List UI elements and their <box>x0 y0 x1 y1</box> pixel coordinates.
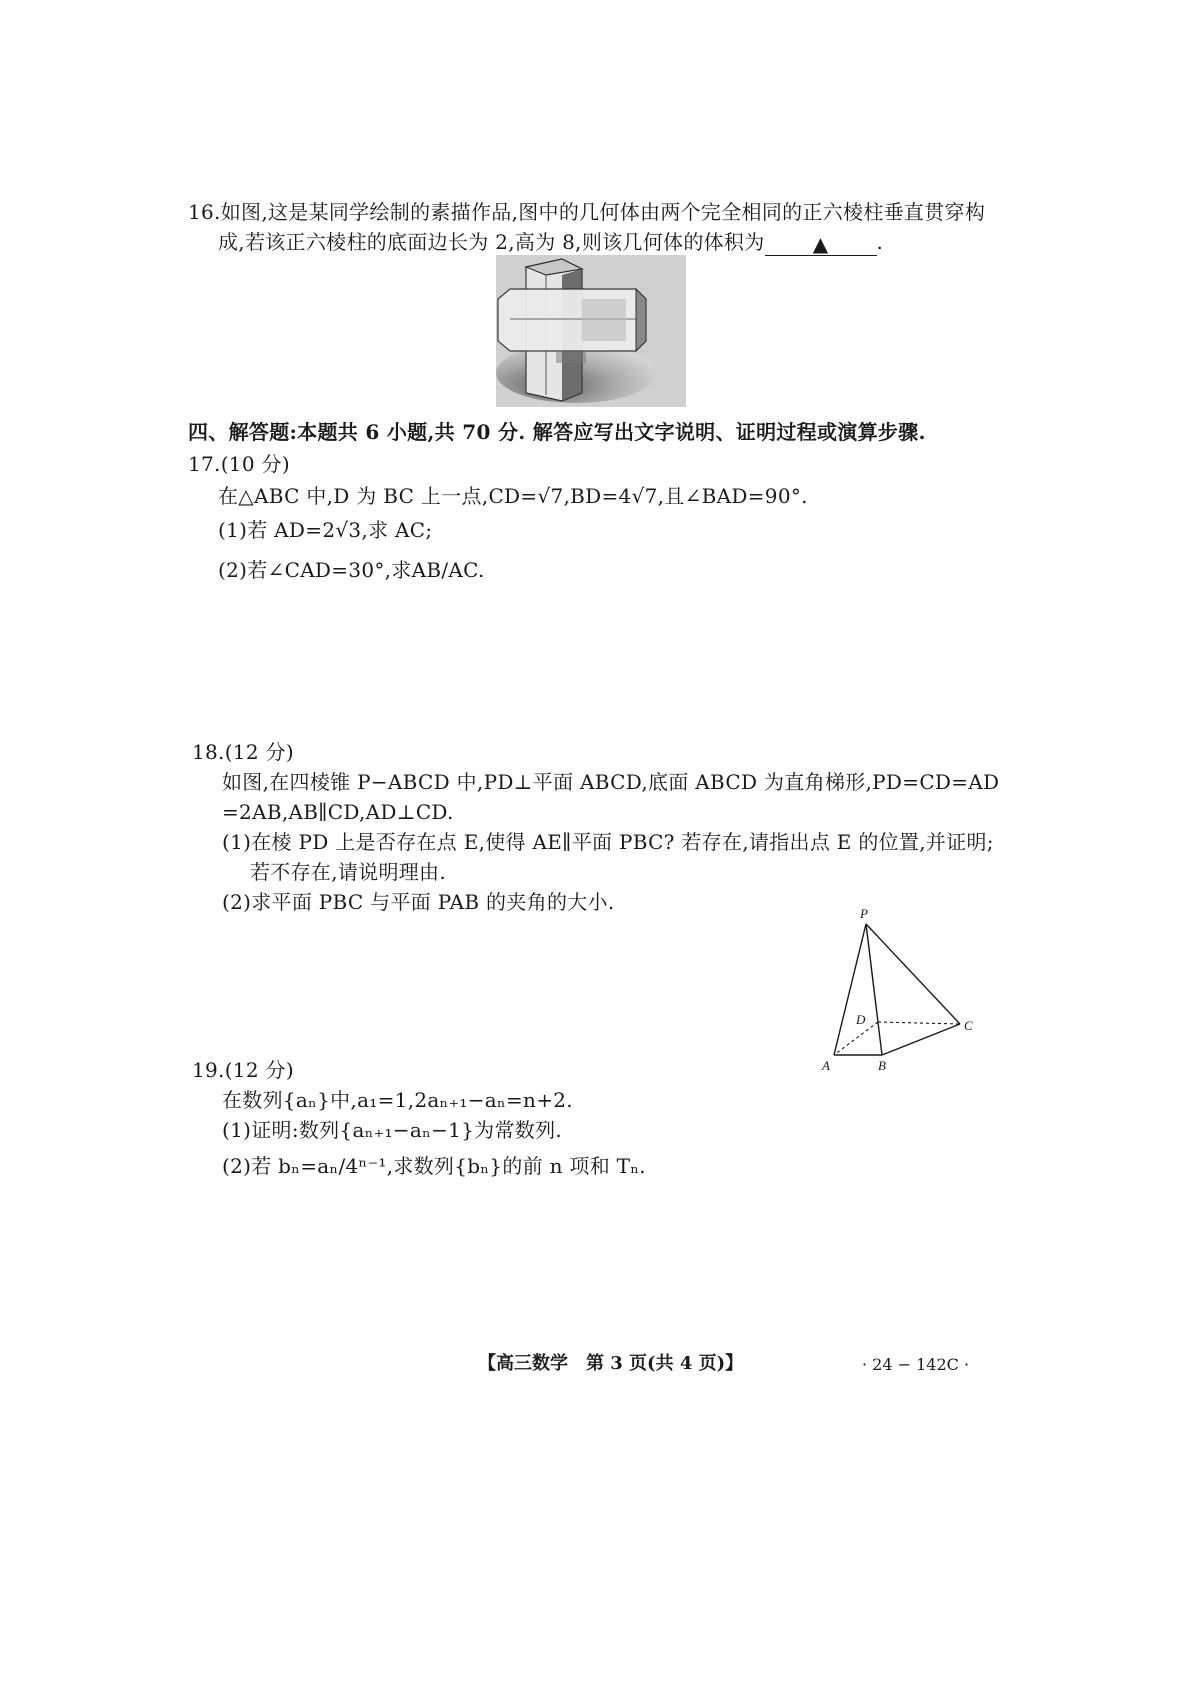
q16-text-end: . <box>876 230 884 254</box>
vertex-a-label: A <box>822 1058 830 1073</box>
q18-part1-line2: 若不存在,请说明理由. <box>250 860 447 884</box>
q16-text-line1: 如图,这是某同学绘制的素描作品,图中的几何体由两个完全相同的正六棱柱垂直贯穿构 <box>220 200 986 224</box>
q17-part1: (1)若 AD=2√3,求 AC; <box>218 518 433 542</box>
vertex-c-label: C <box>964 1018 973 1033</box>
pyramid-figure <box>812 900 992 1080</box>
vertex-p-label: P <box>860 906 868 921</box>
vertex-d-label: D <box>856 1012 866 1027</box>
sketch-image <box>496 255 686 407</box>
section-heading: 四、解答题:本题共 6 小题,共 70 分. 解答应写出文字说明、证明过程或演算步骤. <box>188 420 926 444</box>
q17-part2: (2)若∠CAD=30°,求AB/AC. <box>218 558 485 582</box>
page-footer: 【高三数学 第 3 页(共 4 页)】 <box>478 1353 744 1374</box>
q18-part2: (2)求平面 PBC 与平面 PAB 的夹角的大小. <box>222 890 615 914</box>
q18-part1-line1: (1)在棱 PD 上是否存在点 E,使得 AE∥平面 PBC? 若存在,请指出点 E 的位置,并证明; <box>222 830 994 854</box>
answer-blank <box>765 233 877 256</box>
q16-line1 <box>188 198 985 226</box>
vertex-b-label: B <box>878 1058 886 1073</box>
q16-line2 <box>218 228 883 256</box>
q18-stem-line2: =2AB,AB∥CD,AD⊥CD. <box>222 800 454 824</box>
q19-part1: (1)证明:数列{aₙ₊₁−aₙ−1}为常数列. <box>222 1118 563 1142</box>
q19-part2: (2)若 bₙ=aₙ/4ⁿ⁻¹,求数列{bₙ}的前 n 项和 Tₙ. <box>222 1154 646 1178</box>
q18-header: 18.(12 分) <box>192 740 294 764</box>
triangle-icon: ▲ <box>812 232 829 256</box>
exam-code: · 24 − 142C · <box>862 1355 970 1374</box>
q17-header: 17.(10 分) <box>188 452 290 476</box>
q16-number: 16. <box>188 200 221 224</box>
q19-stem: 在数列{aₙ}中,a₁=1,2aₙ₊₁−aₙ=n+2. <box>222 1088 573 1112</box>
q16-text-line2: 成,若该正六棱柱的底面边长为 2,高为 8,则该几何体的体积为 <box>218 230 765 254</box>
q19-header: 19.(12 分) <box>192 1058 294 1082</box>
q17-stem: 在△ABC 中,D 为 BC 上一点,CD=√7,BD=4√7,且∠BAD=90°. <box>218 484 808 508</box>
q18-stem-line1: 如图,在四棱锥 P−ABCD 中,PD⊥平面 ABCD,底面 ABCD 为直角梯形,PD=CD=AD <box>222 770 1000 794</box>
